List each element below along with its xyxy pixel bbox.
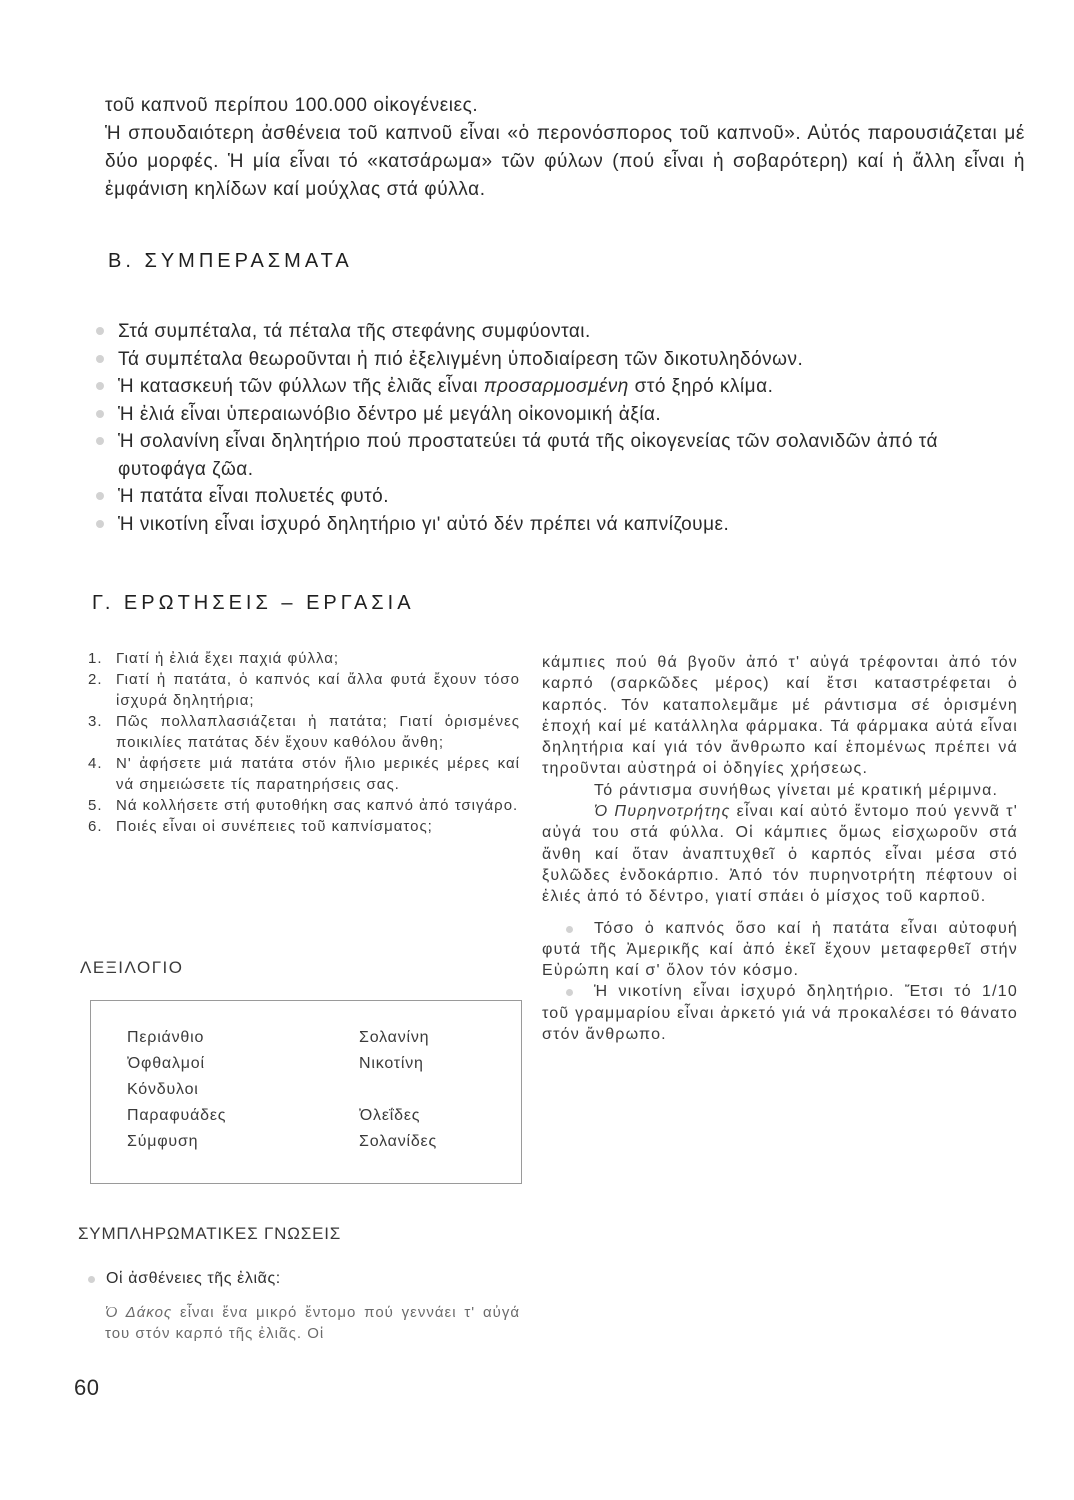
lexicon-term: Περιάνθιο	[127, 1029, 205, 1046]
conclusions-heading: Β. ΣΥΜΠΕΡΑΣΜΑΤΑ	[108, 250, 353, 272]
bullet-icon	[96, 437, 104, 445]
question-item: 4. Ν' ἀφήσετε μιά πατάτα στόν ἥλιο μερικές μέρες καί νά σημειώσετε τίς παρατηρήσεις σας.	[88, 755, 520, 793]
supplementary-heading: ΣΥΜΠΛΗΡΩΜΑΤΙΚΕΣ ΓΝΩΣΕΙΣ	[78, 1224, 342, 1243]
intro-paragraph: Ἡ σπουδαιότερη ἀσθένεια τοῦ καπνοῦ εἶναι «ὁ περονόσπορος τοῦ καπνοῦ». Αὐτός παρουσιάζεται μέ δύο μορφές. Ἡ μία εἶναι τό «κατσάρωμα» τῶν φύλων (πού εἶναι ἡ σοβαρότερη) καί ἡ ἄλλη εἶναι ἡ ἐμφάνιση κηλίδων καί μούχλας στά φύλλα.	[105, 123, 1025, 200]
paragraph: Τό ράντισμα συνήθως γίνεται μέ κρατική μέριμνα.	[594, 781, 999, 799]
lexicon-term: Σολανίνη	[359, 1029, 430, 1046]
lexicon-term: Ὀφθαλμοί	[127, 1055, 205, 1072]
questions-list	[88, 648, 520, 837]
bullet-icon	[96, 327, 104, 335]
question-item: 5. Νά κολλήσετε στή φυτοθήκη σας καπνό ἀπό τσιγάρο.	[88, 797, 519, 814]
lexicon-term: Σύμφυση	[127, 1133, 199, 1150]
intro-line: τοῦ καπνοῦ περίπου 100.000 οἰκογένειες.	[105, 95, 479, 116]
list-item: Ἡ σολανίνη εἶναι δηλητήριο πού προστατεύει τά φυτά τῆς οἰκογενείας τῶν σολανιδῶν ἀπό τά φυτοφάγα ζῶα.	[88, 428, 1028, 483]
lexicon-spacer	[359, 1077, 437, 1103]
bullet-icon	[566, 926, 573, 933]
right-column	[542, 652, 1018, 1045]
list-item: Ἡ ἐλιά εἶναι ὑπεραιωνόβιο δέντρο μέ μεγάλη οἰκονομική ἀξία.	[88, 401, 1028, 429]
list-item: Ἡ νικοτίνη εἶναι ἰσχυρό δηλητήριο γι' αὐτό δέν πρέπει νά καπνίζουμε.	[88, 511, 1028, 539]
lexicon-heading: ΛΕΞΙΛΟΓΙΟ	[80, 958, 184, 977]
lexicon-left-column	[127, 1025, 226, 1155]
question-item: 1. Γιατί ἡ ἐλιά ἔχει παχιά φύλλα;	[88, 650, 340, 667]
conclusions-list	[88, 318, 1028, 538]
question-item: 6. Ποιές εἶναι οἱ συνέπειες τοῦ καπνίσματος;	[88, 818, 433, 835]
list-item: Ἡ κατασκευή τῶν φύλλων τῆς ἐλιᾶς εἶναι προσαρμοσμένη στό ξηρό κλίμα.	[88, 373, 1028, 401]
lexicon-term: Σολανίδες	[359, 1133, 437, 1150]
lexicon-term: Νικοτίνη	[359, 1055, 424, 1072]
question-item: 2. Γιατί ἡ πατάτα, ὁ καπνός καί ἄλλα φυτά ἔχουν τόσο ἰσχυρά δηλητήρια;	[88, 671, 520, 709]
bullet-icon	[96, 520, 104, 528]
emphasis: προσαρμοσμένη	[483, 376, 629, 397]
list-item: Στά συμπέταλα, τά πέταλα τῆς στεφάνης συμφύονται.	[88, 318, 1028, 346]
paragraph: Ὁ Πυρηνοτρήτης εἶναι καί αὐτό ἔντομο πού γεννᾶ τ' αὐγά του στά φύλλα. Οἱ κάμπιες ὅμως εἰσχωροῦν στά ἄνθη καί ὅταν ἀναπτυχθεῖ ὁ καρπός εἶναι μέσα στό ξυλῶδες ἐνδοκάρπιο. Ἀπό τόν πυρηνοτρήτη πέφτουν οἱ ἐλιές ἀπό τό δέντρο, γιατί σπάει ὁ μίσχος τοῦ καρποῦ.	[542, 803, 1018, 906]
questions-heading: Γ. ΕΡΩΤΗΣΕΙΣ – ΕΡΓΑΣΙΑ	[92, 592, 415, 614]
olive-diseases-label: Οἱ ἀσθένειες τῆς ἐλιᾶς:	[88, 1270, 281, 1288]
bullet-icon	[96, 410, 104, 418]
insect-name: Ὁ Πυρηνοτρήτης	[594, 803, 731, 821]
bullet-icon	[88, 1276, 95, 1283]
dakos-paragraph: Ὁ Δάκος εἶναι ἕνα μικρό ἔντομο πού γεννάει τ' αὐγά του στόν καρπό τῆς ἐλιᾶς. Οἱ	[105, 1304, 520, 1342]
bullet-paragraph: Τόσο ὁ καπνός ὅσο καί ἡ πατάτα εἶναι αὐτοφυή φυτά τῆς Ἀμερικῆς καί ἀπό ἐκεῖ ἔχουν μεταφερθεῖ στήν Εὐρώπη καί σ' ὅλον τόν κόσμο.	[542, 919, 1018, 980]
page-number: 60	[74, 1375, 100, 1400]
bullet-icon	[96, 382, 104, 390]
lexicon-box	[90, 1000, 522, 1184]
list-item: Ἡ πατάτα εἶναι πολυετές φυτό.	[88, 483, 1028, 511]
lexicon-term: Παραφυάδες	[127, 1107, 227, 1124]
bullet-icon	[566, 989, 573, 996]
paragraph: κάμπιες πού θά βγοῦν ἀπό τ' αὐγά τρέφονται ἀπό τόν καρπό (σαρκῶδες μέρος) καί ἔτσι καταστρέφεται ὁ καρπός. Τόν καταπολεμᾶμε μέ ράντισμα σέ ὁρισμένη ἐποχή καί μέ κατάλληλα φάρμακα. Τά φάρμακα αὐτά εἶναι δηλητήρια καί γιά τόν ἄνθρωπο καί ἑπομένως πρέπει νά τηροῦνται αὐστηρά οἱ ὁδηγίες χρήσεως.	[542, 654, 1018, 778]
lexicon-term: Κόνδυλοι	[127, 1081, 199, 1098]
lexicon-term: Ὀλεΐδες	[359, 1107, 421, 1124]
list-item: Τά συμπέταλα θεωροῦνται ἡ πιό ἐξελιγμένη ὑποδιαίρεση τῶν δικοτυληδόνων.	[88, 346, 1028, 374]
lexicon-right-column	[359, 1025, 437, 1155]
bullet-paragraph: Ἡ νικοτίνη εἶναι ἰσχυρό δηλητήριο. Ἔτσι τό 1/10 τοῦ γραμμαρίου εἶναι ἀρκετό γιά νά προκαλέσει τό θάνατο στόν ἄνθρωπο.	[542, 983, 1018, 1044]
intro-section	[105, 92, 1025, 204]
bullet-icon	[96, 492, 104, 500]
bullet-icon	[96, 355, 104, 363]
insect-name: Ὁ Δάκος	[105, 1304, 173, 1321]
question-item: 3. Πῶς πολλαπλασιάζεται ἡ πατάτα; Γιατί ὁρισμένες ποικιλίες πατάτας δέν ἔχουν καθόλου ἄνθη;	[88, 713, 520, 751]
